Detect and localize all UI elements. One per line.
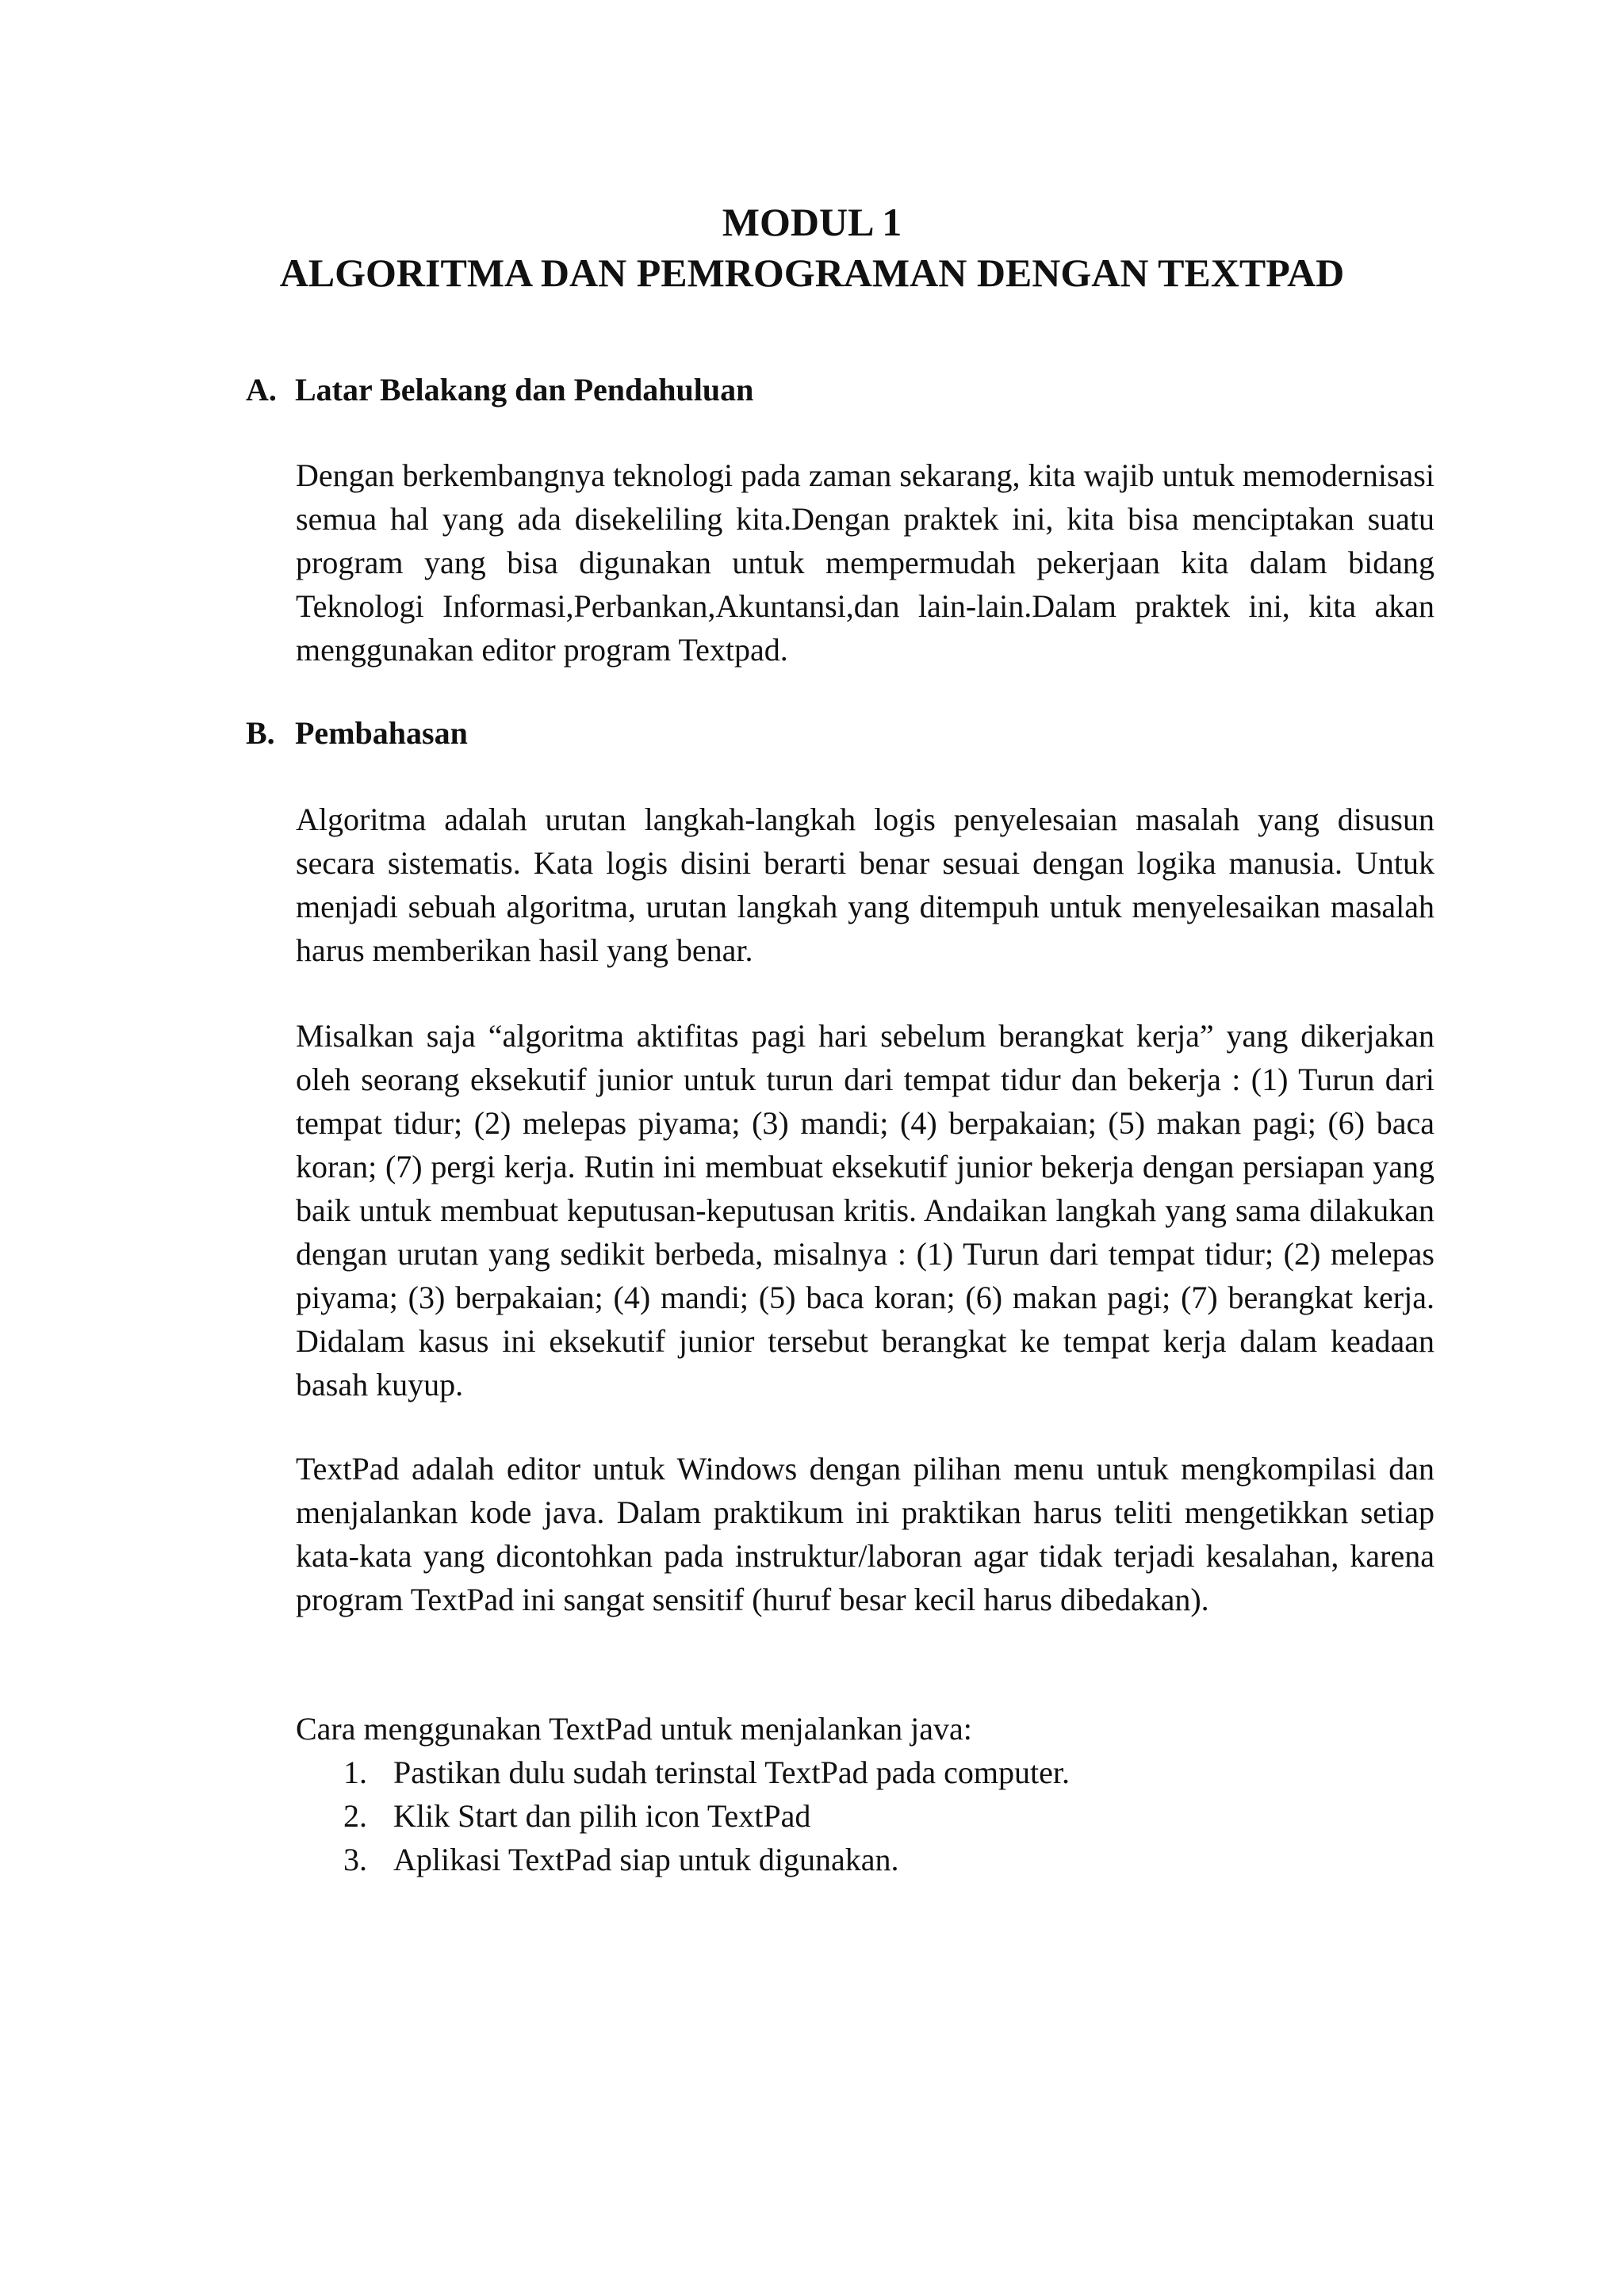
list-item (296, 1751, 1434, 1794)
section-b-heading (246, 714, 468, 753)
list-item-number: 3. (343, 1842, 367, 1877)
list-item-text: Aplikasi TextPad siap untuk digunakan. (393, 1842, 899, 1877)
list-item (296, 1794, 1434, 1838)
section-b-paragraph-3: TextPad adalah editor untuk Windows dengan pilihan menu untuk mengkompilasi dan menjalankan kode java. Dalam praktikum ini praktikan harus teliti mengetikkan setiap kata-kata yang dicontohkan pada instruktur/laboran agar tidak terjadi kesalahan, karena program TextPad ini sangat sensitif (huruf besar kecil harus dibedakan). (296, 1451, 1434, 1617)
textpad-steps-list (296, 1751, 1434, 1881)
list-item-text: Pastikan dulu sudah terinstal TextPad pada computer. (393, 1755, 1070, 1790)
document-title (0, 197, 1624, 298)
list-item (296, 1838, 1434, 1881)
section-a-paragraph-1: Dengan berkembangnya teknologi pada zaman sekarang, kita wajib untuk memodernisasi semua hal yang ada disekeliling kita.Dengan praktek ini, kita bisa menciptakan suatu program yang bisa digunakan untuk mempermudah pekerjaan kita dalam bidang Teknologi Informasi,Perbankan,Akuntansi,dan lain-lain.Dalam praktek ini, kita akan menggunakan editor program Textpad. (296, 457, 1434, 668)
section-a-heading (246, 370, 753, 410)
section-a-title: Latar Belakang dan Pendahuluan (295, 372, 754, 408)
section-a-letter: A. (246, 372, 277, 408)
section-b-paragraph-4: Cara menggunakan TextPad untuk menjalankan java: (296, 1711, 972, 1747)
section-b-paragraph-2: Misalkan saja “algoritma aktifitas pagi hari sebelum berangkat kerja” yang dikerjakan oleh seorang eksekutif junior untuk turun dari tempat tidur dan bekerja : (1) Turun dari tempat tidur; (2) melepas piyama; (3) mandi; (4) berpakaian; (5) makan pagi; (6) baca koran; (7) pergi kerja. Rutin ini membuat eksekutif junior bekerja dengan persiapan yang baik untuk membuat keputusan-keputusan kritis. Andaikan langkah yang sama dilakukan dengan urutan yang sedikit berbeda, misalnya : (1) Turun dari tempat tidur; (2) melepas piyama; (3) berpakaian; (4) mandi; (5) baca koran; (6) makan pagi; (7) berangkat kerja. Didalam kasus ini eksekutif junior tersebut berangkat ke tempat kerja dalam keadaan basah kuyup. (296, 1018, 1434, 1402)
title-line-2: ALGORITMA DAN PEMROGRAMAN DENGAN TEXTPAD (279, 251, 1345, 295)
title-line-1: MODUL 1 (722, 200, 902, 244)
section-b-paragraph-1: Algoritma adalah urutan langkah-langkah logis penyelesaian masalah yang disusun secara sistematis. Kata logis disini berarti benar sesuai dengan logika manusia. Untuk menjadi sebuah algoritma, urutan langkah yang ditempuh untuk menyelesaikan masalah harus memberikan hasil yang benar. (296, 802, 1434, 968)
list-item-number: 2. (343, 1798, 367, 1834)
section-b-letter: B. (246, 715, 275, 751)
list-item-number: 1. (343, 1755, 367, 1790)
list-item-text: Klik Start dan pilih icon TextPad (393, 1798, 811, 1834)
section-b-title: Pembahasan (295, 715, 468, 751)
